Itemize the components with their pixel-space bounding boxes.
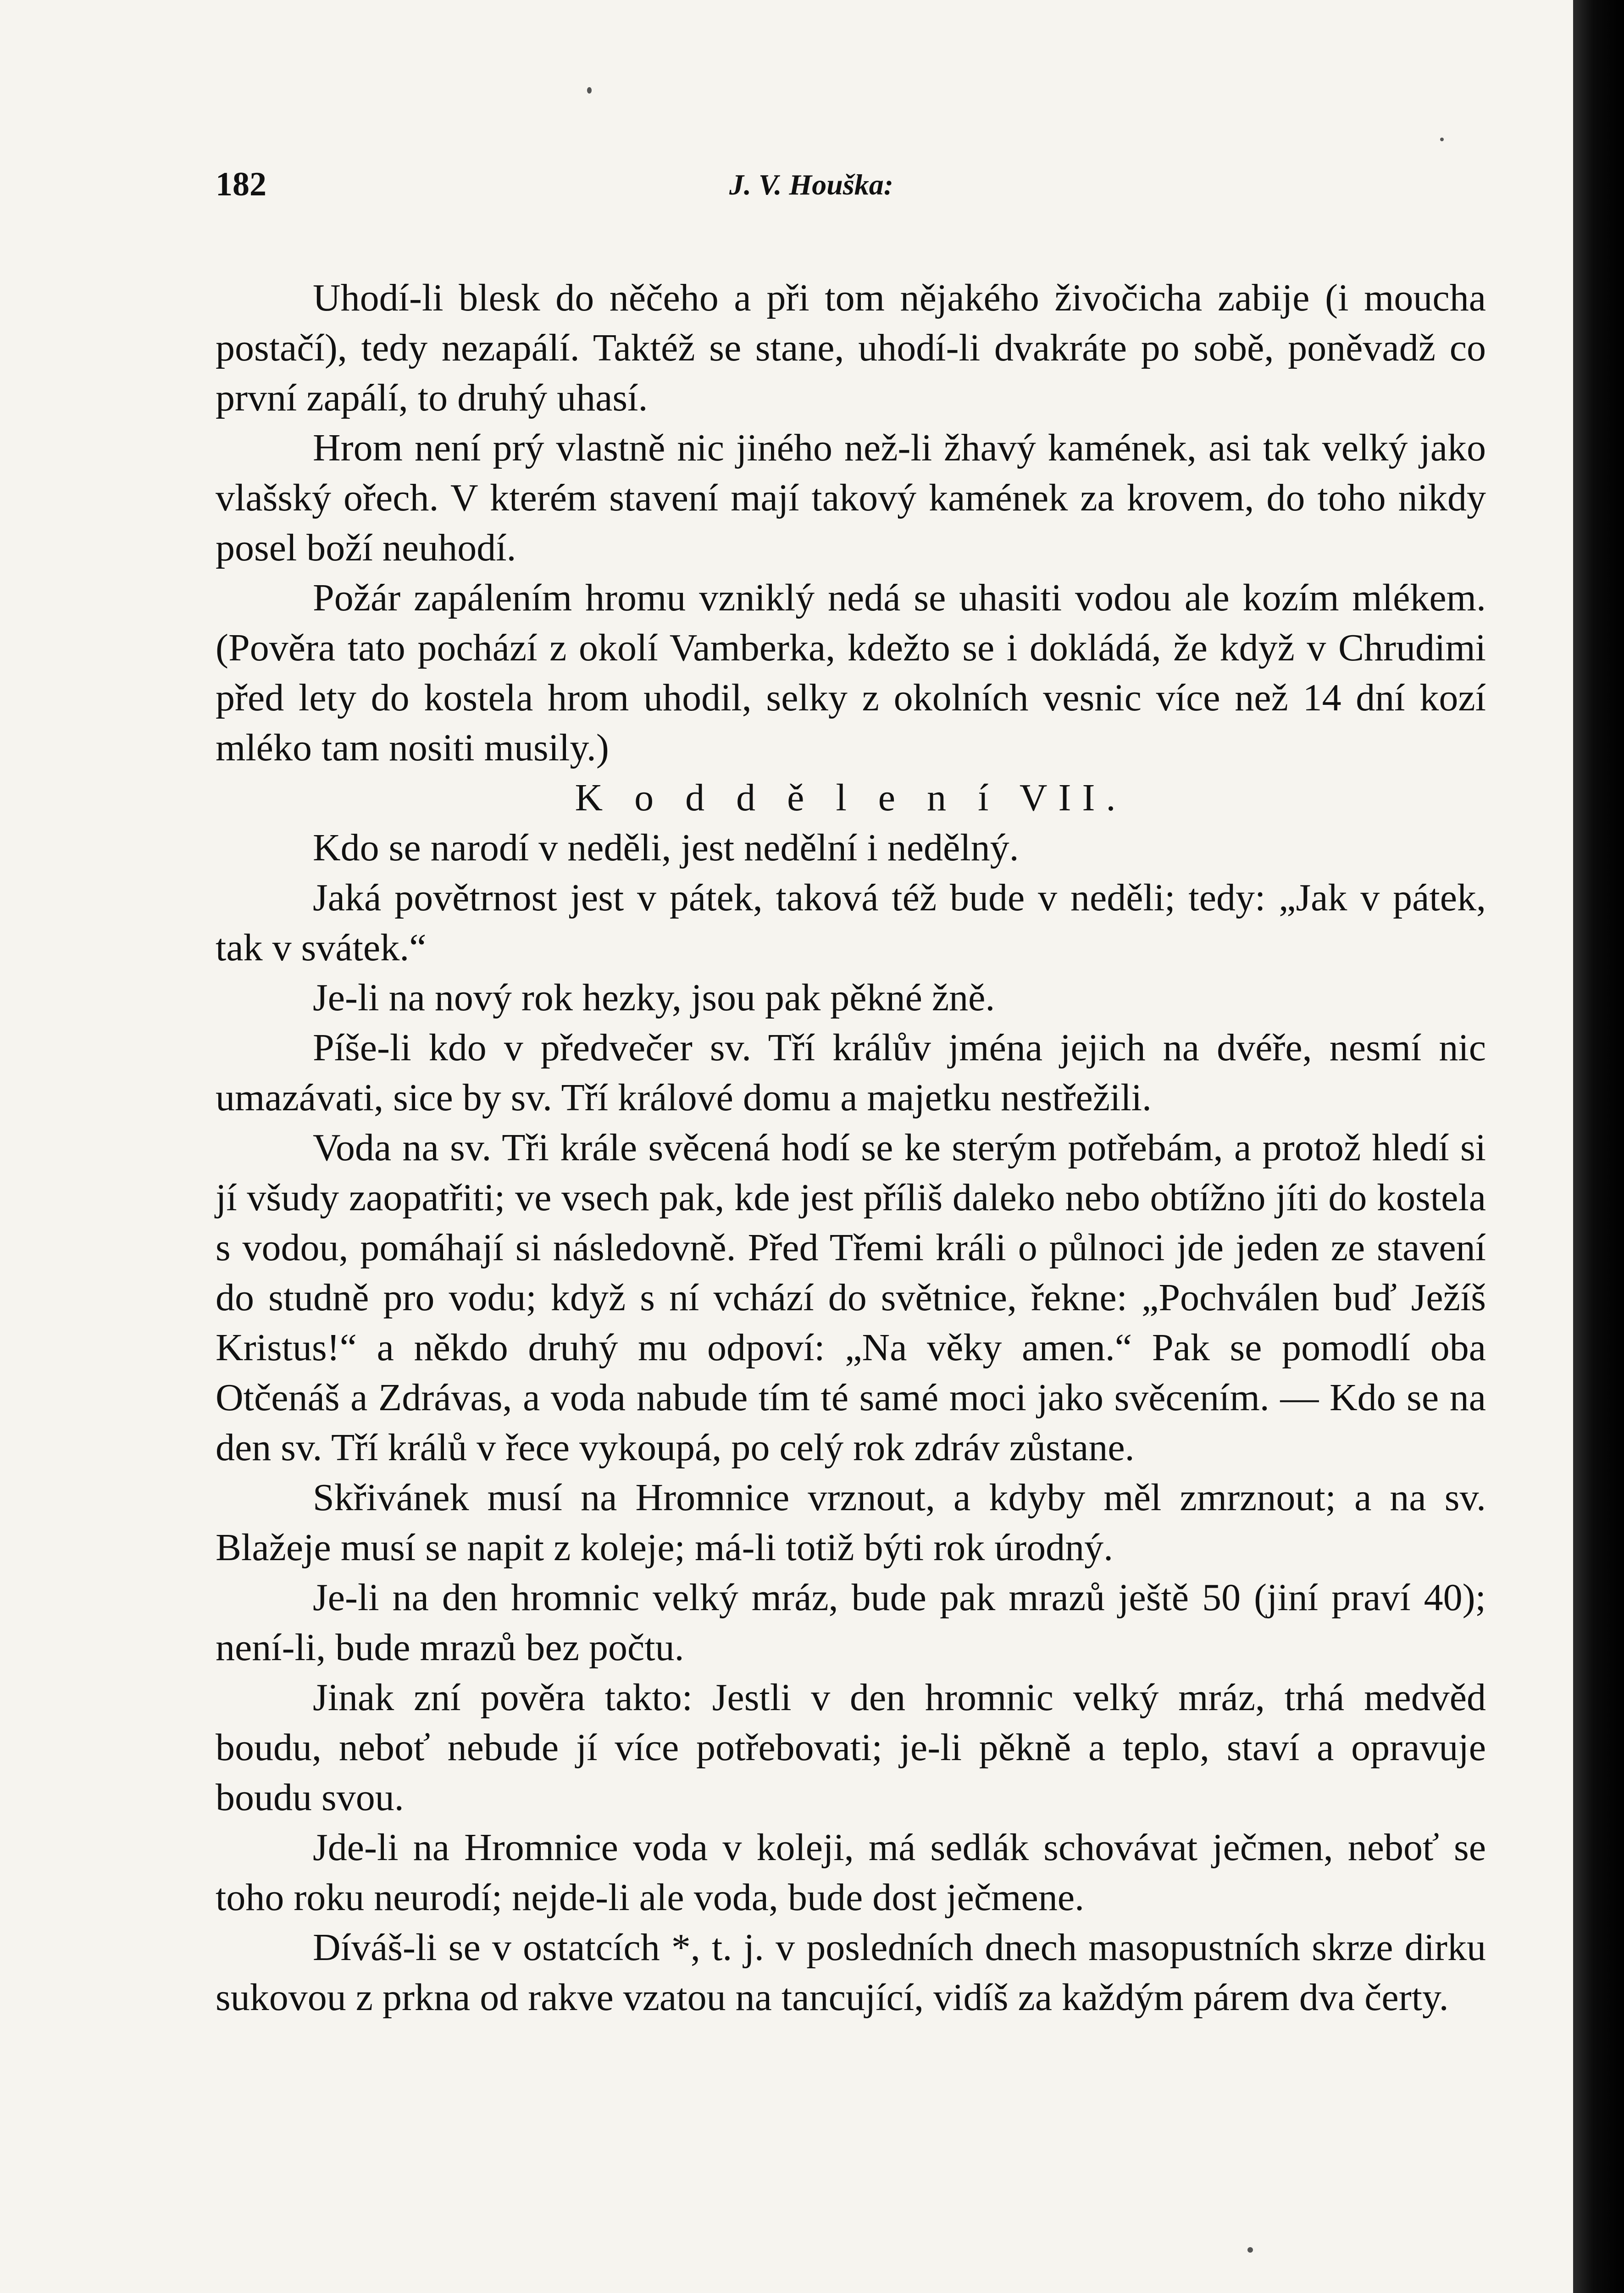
page-edge-shadow — [1573, 0, 1624, 2293]
paragraph: Jinak zní pověra takto: Jestli v den hromnic velký mráz, trhá medvěd boudu, neboť nebude jí více potřebovati; je-li pěkně a teplo, staví a opravuje boudu svou. — [216, 1676, 1486, 1819]
paragraph: Hrom není prý vlastně nic jiného než-li žhavý kamének, asi tak velký jako vlašský ořech. V kterém stavení mají takový kamének za krovem, do toho nikdy posel boží neuhodí. — [216, 426, 1486, 569]
running-head: J. V. Houška: — [729, 168, 894, 201]
paper-speck — [1247, 2247, 1253, 2253]
paragraph: Skřivánek musí na Hromnice vrznout, a kdyby měl zmrznout; a na sv. Blažeje musí se napit z koleje; má-li totiž býti rok úrodný. — [216, 1476, 1486, 1569]
paragraph: Kdo se narodí v neděli, jest nedělní i nedělný. — [313, 826, 1019, 869]
body-text — [216, 273, 1486, 2022]
paragraph: Je-li na den hromnic velký mráz, bude pak mrazů ještě 50 (jiní praví 40); není-li, bude mrazů bez počtu. — [216, 1576, 1486, 1669]
paper-speck — [587, 87, 592, 94]
paragraph: Díváš-li se v ostatcích *, t. j. v posledních dnech masopustních skrze dirku sukovou z prkna od rakve vzatou na tancující, vidíš za každým párem dva čerty. — [216, 1926, 1486, 2019]
section-heading: K o d d ě l e n í VII. — [575, 776, 1127, 819]
paragraph: Je-li na nový rok hezky, jsou pak pěkné žně. — [313, 976, 995, 1019]
paragraph: Píše-li kdo v předvečer sv. Tří králův jména jejich na dvéře, nesmí nic umazávati, sice by sv. Tří králové domu a majetku nestřežili. — [216, 1026, 1486, 1119]
page-header — [216, 165, 1486, 216]
page-number: 182 — [216, 166, 266, 203]
paragraph: Uhodí-li blesk do něčeho a při tom nějakého živočicha zabije (i moucha postačí), tedy nezapálí. Taktéž se stane, uhodí-li dvakráte po sobě, poněvadž co první zapálí, to druhý uhasí. — [216, 277, 1486, 419]
paragraph: Jde-li na Hromnice voda v koleji, má sedlák schovávat ječmen, neboť se toho roku neurodí; nejde-li ale voda, bude dost ječmene. — [216, 1826, 1486, 1919]
paragraph: Voda na sv. Tři krále svěcená hodí se ke sterým potřebám, a protož hledí si jí všudy zaopatřiti; ve vsech pak, kde jest příliš daleko nebo obtížno jíti do kostela s vodou, pomáhají si následovně. Před Třemi králi o půlnoci jde jeden ze stavení do studně pro vodu; když s ní vchází do světnice, řekne: „Pochválen buď Ježíš Kristus!“ a někdo druhý mu odpoví: „Na věky amen.“ Pak se pomodlí oba Otčenáš a Zdrávas, a voda nabude tím té samé moci jako svěcením. — Kdo se na den sv. Tří králů v řece vykoupá, po celý rok zdráv zůstane. — [216, 1126, 1486, 1469]
paper-speck — [1440, 138, 1444, 141]
paragraph: Požár zapálením hromu vzniklý nedá se uhasiti vodou ale kozím mlékem. (Pověra tato pochází z okolí Vamberka, kdežto se i dokládá, že když v Chrudimi před lety do kostela hrom uhodil, selky z okolních vesnic více než 14 dní kozí mléko tam nositi musily.) — [216, 576, 1486, 769]
paragraph: Jaká povětrnost jest v pátek, taková též bude v neděli; tedy: „Jak v pátek, tak v svátek.“ — [216, 876, 1486, 969]
